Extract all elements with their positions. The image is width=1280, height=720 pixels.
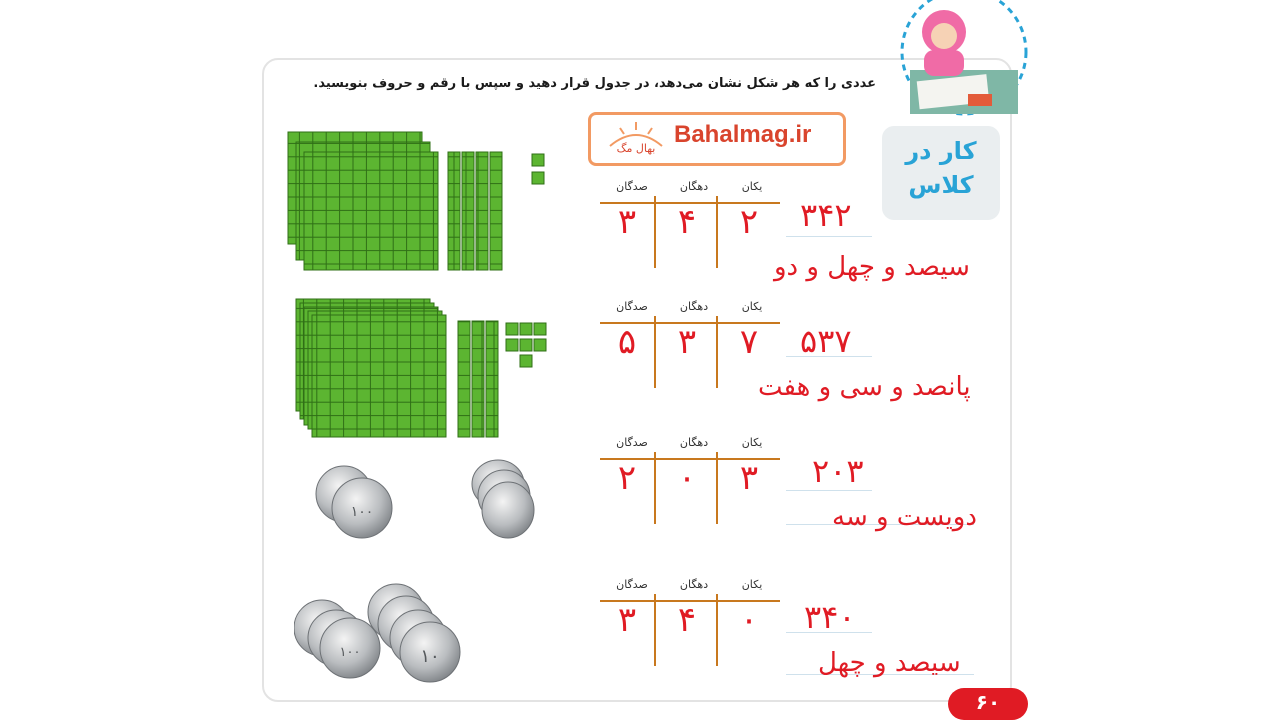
header-tens: دهگان [679,180,709,193]
digit-hundreds: ۲ [617,458,637,498]
table-divider [716,316,718,388]
table-divider [654,452,656,524]
place-value-table [600,436,780,526]
place-value-table [600,578,780,668]
words-answer: پانصد و سی و هفت [758,372,971,402]
table-divider [716,594,718,666]
table-divider [716,196,718,268]
number-answer: ۳۴۰ [804,598,856,636]
digit-ones: ۰ [739,600,759,640]
header-tens: دهگان [679,578,709,591]
number-answer: ۳۴۲ [800,196,852,234]
header-tens: دهگان [679,436,709,449]
header-ones: یکان [741,180,763,193]
student-illustration [900,0,1028,126]
base-ten-blocks-342 [286,130,556,275]
header-hundreds: صدگان [616,436,648,449]
classwork-title-line1: کار در [905,137,977,165]
digit-hundreds: ۵ [617,322,637,362]
coin-value-label: ۱۰ [420,646,440,667]
digit-hundreds: ۳ [617,202,637,242]
words-answer: سیصد و چهل [818,648,961,678]
digit-ones: ۳ [739,458,759,498]
instruction-text: عددی را که هر شکل نشان می‌دهد، در جدول قرار دهید و سپس با رقم و حروف بنویسید. [313,76,876,91]
writing-line [786,490,872,491]
header-ones: یکان [741,436,763,449]
digit-tens: ۰ [677,458,697,498]
table-divider [654,316,656,388]
writing-line [786,236,872,237]
coins-203 [310,458,550,548]
header-hundreds: صدگان [616,578,648,591]
header-tens: دهگان [679,300,709,313]
number-answer: ۲۰۳ [812,452,864,490]
coin-value-label: ۱۰۰ [339,645,361,660]
header-ones: یکان [741,300,763,313]
table-divider [654,594,656,666]
header-hundreds: صدگان [616,180,648,193]
classwork-title-line2: کلاس [908,171,974,199]
coins-340 [294,582,474,692]
digit-tens: ۴ [677,600,697,640]
coin-value-label: ۱۰۰ [350,504,374,520]
number-answer: ۵۳۷ [800,322,852,360]
table-divider [654,196,656,268]
digit-ones: ۷ [739,322,759,362]
watermark-text: Bahalmag.ir [674,121,812,148]
header-hundreds: صدگان [616,300,648,313]
table-divider [716,452,718,524]
digit-ones: ۲ [739,202,759,242]
classwork-title [882,134,1000,202]
digit-tens: ۴ [677,202,697,242]
digit-hundreds: ۳ [617,600,637,640]
header-ones: یکان [741,578,763,591]
sun-logo-icon [604,118,668,156]
place-value-table [600,300,780,390]
page-number: ۶۰ [975,690,1001,714]
words-answer: دویست و سه [832,502,977,532]
base-ten-blocks-537 [290,295,560,440]
logo-mark-text: بهال مگ [616,142,656,155]
words-answer: سیصد و چهل و دو [774,252,970,282]
place-value-table [600,180,780,270]
digit-tens: ۳ [677,322,697,362]
